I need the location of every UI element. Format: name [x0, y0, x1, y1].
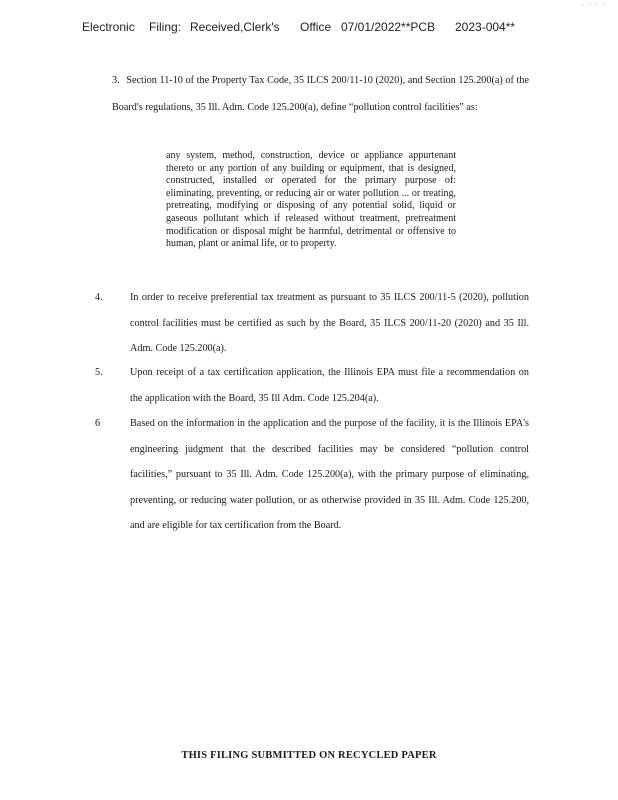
paragraph-5-text: Upon receipt of a tax certification application, the Illinois EPA must file a recommendation on the application with the Board, 35 Ill Adm. Code 125.204(a). [130, 367, 529, 404]
stamp-case-number: 2023-004** [455, 20, 516, 34]
stamp-word-office: Office [300, 20, 332, 34]
recycled-paper-footer: THIS FILING SUBMITTED ON RECYCLED PAPER [181, 750, 437, 761]
paragraph-3 [112, 68, 529, 121]
paragraph-4-number: 4. [95, 292, 103, 303]
paragraph-5 [95, 360, 529, 411]
paragraph-6-number: 6 [95, 418, 101, 429]
corner-mark: · · · · [581, 0, 606, 9]
stamp-word-electronic: Electronic [82, 20, 135, 34]
paragraph-3-text: Section 11-10 of the Property Tax Code, 35 ILCS 200/11-10 (2020), and Section 125.200(a) of the Board's regulations, 35 Ill. Adm. Code 125.200(a), define “pollution control facilities” as: [112, 75, 530, 113]
stamp-word-filing: Filing: [149, 20, 182, 34]
stamp-word-received: Received,Clerk's [190, 20, 280, 34]
stamp-date-pcb: 07/01/2022**PCB [341, 20, 436, 34]
paragraph-4 [95, 285, 529, 362]
paragraph-4-text: In order to receive preferential tax treatment as pursuant to 35 ILCS 200/11-5 (2020), pollution control facilities must be certified as such by the Board, 35 ILCS 200/11-20 (2020) and 35 Ill. Adm. Code 125.200(a). [130, 292, 529, 354]
block-quote-definition: any system, method, construction, device or appliance appurtenant thereto or any portion of any building or equipment, that is designed, constructed, installed or operated for the primary purpose of: eliminating, preventing, or reducing air or water pollution ... or treating, pretreating, modifying or disposing of any potential solid, liquid or gaseous pollutant which if released without treatment, pretreatment modification or disposal might be harmful, detrimental or offensive to human, plant or animal life, or to property. [166, 150, 456, 250]
paragraph-5-number: 5. [95, 367, 103, 378]
paragraph-6 [95, 411, 529, 539]
paragraph-6-text: Based on the information in the application and the purpose of the facility, it is the Illinois EPA's engineering judgment that the described facilities may be considered “pollution control facilities,” pursuant to 35 Ill. Adm. Code 125.200(a), with the primary purpose of eliminating, preventing, or reducing water pollution, or as otherwise provided in 35 Ill. Adm. Code 125.200, and are eligible for tax certification from the Board. [130, 418, 529, 531]
paragraph-3-number: 3. [112, 75, 120, 86]
